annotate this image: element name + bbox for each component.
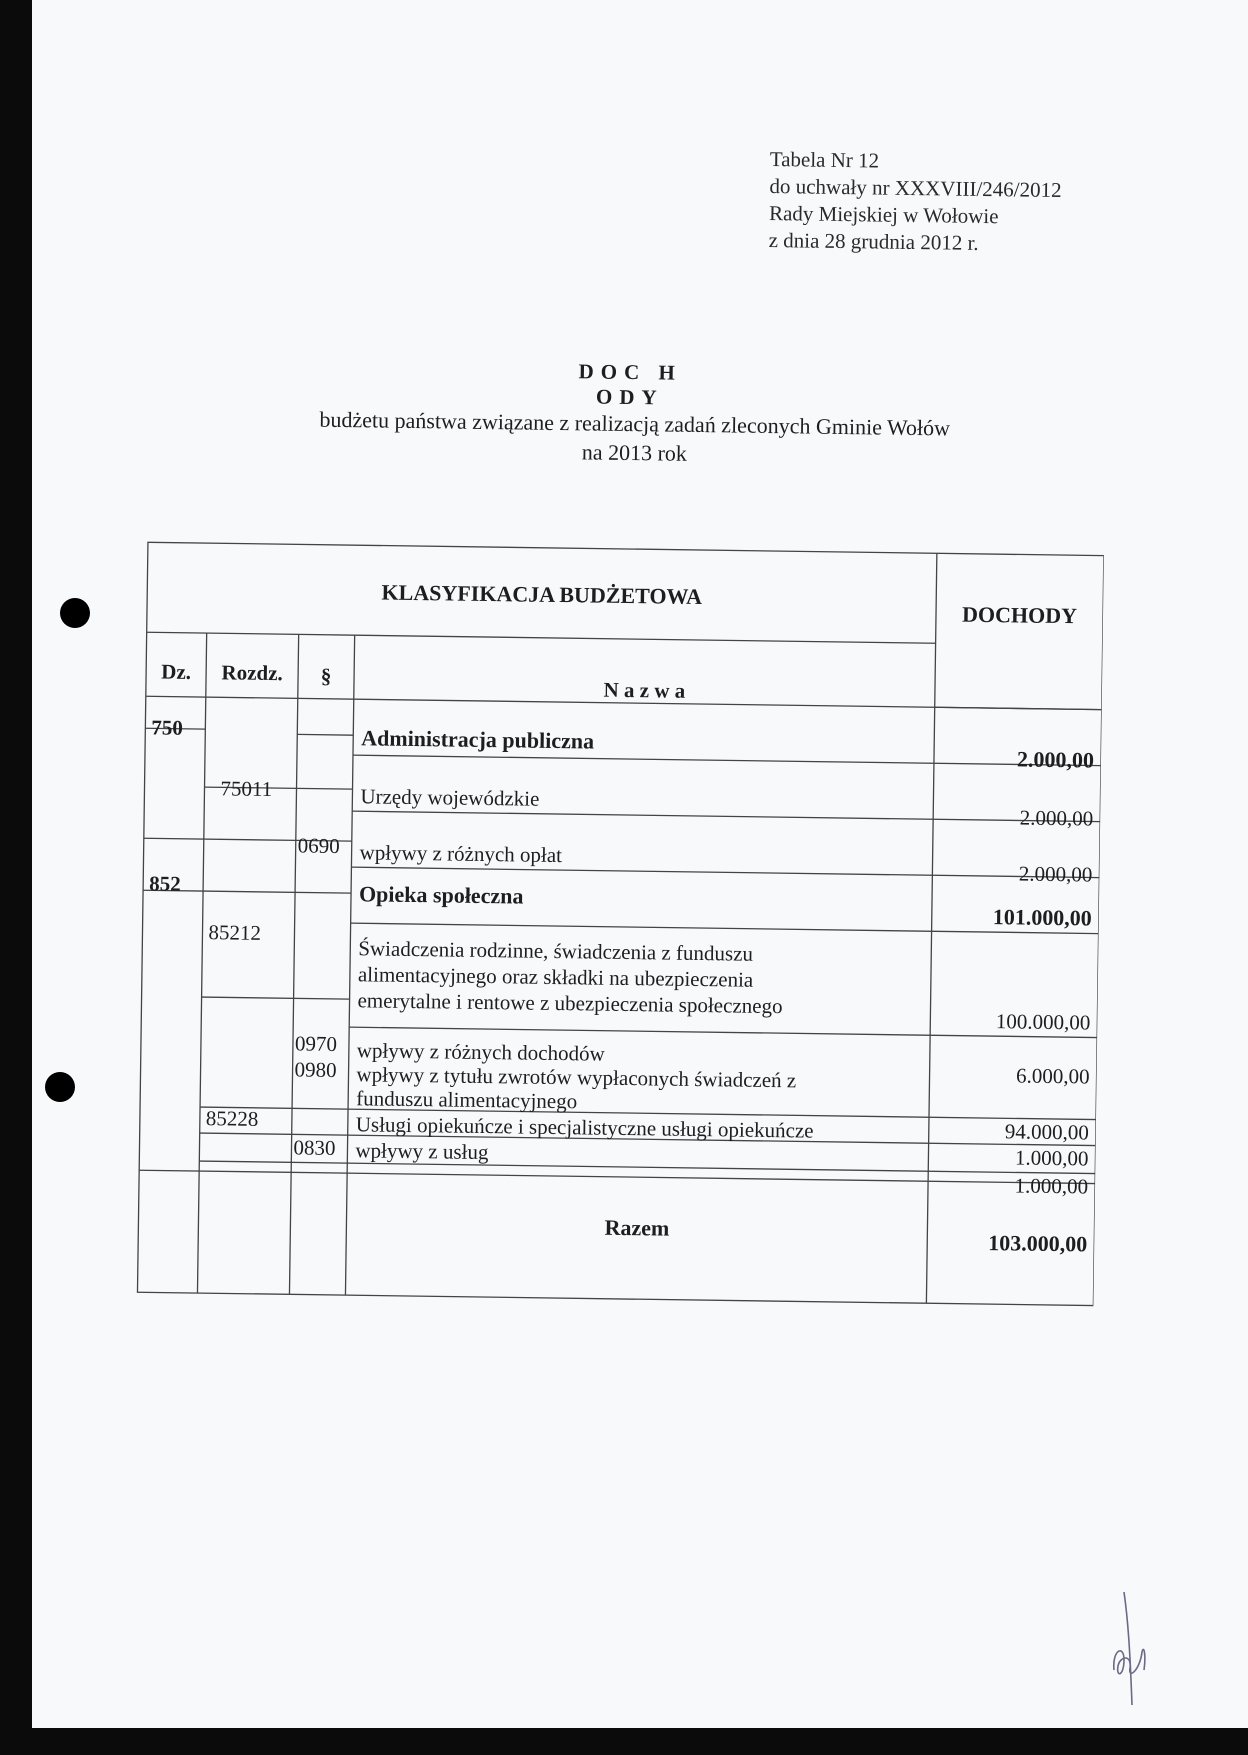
signature-mark (1110, 1590, 1170, 1710)
table-number: Tabela Nr 12 (769, 146, 880, 173)
col-header-paragraph: § (320, 663, 332, 688)
row-0970-par: 0970 (294, 1031, 338, 1056)
total-label: Razem (604, 1214, 670, 1241)
row-0830-name: wpływy z usług (355, 1138, 489, 1165)
row-85212-rozdz: 85212 (208, 920, 262, 945)
income-header: DOCHODY (961, 601, 1078, 629)
budget-table (117, 538, 1104, 1322)
row-0970-name: wpływy z różnych dochodów (356, 1038, 605, 1066)
col-header-rozdz: Rozdz. (221, 660, 283, 686)
row-0980-name-line-2: funduszu alimentacyjnego (356, 1086, 578, 1114)
row-750-value: 2.000,00 (1016, 746, 1095, 773)
row-0980-par: 0980 (294, 1057, 337, 1082)
row-75011-rozdz: 75011 (220, 776, 273, 802)
row-852-name: Opieka społeczna (358, 881, 524, 909)
row-0690-par: 0690 (297, 833, 340, 858)
council-name: Rady Miejskiej w Wołowie (768, 200, 999, 229)
resolution-date: z dnia 28 grudnia 2012 r. (768, 227, 979, 255)
row-852-dz: 852 (149, 871, 181, 896)
row-85212-name-line-2: alimentacyjnego oraz składki na ubezpieczenia (357, 962, 754, 992)
row-85228-name: Usługi opiekuńcze i specjalistyczne usługi opiekuńcze (355, 1112, 814, 1143)
row-85212-name-line-1: Świadczenia rodzinne, świadczenia z funduszu (358, 936, 754, 966)
classification-header: KLASYFIKACJA BUDŻETOWA (381, 579, 703, 610)
col-header-dz: Dz. (161, 659, 192, 684)
punch-hole-bottom (45, 1072, 75, 1102)
resolution-ref: do uchwały nr XXXVIII/246/2012 (769, 173, 1062, 203)
row-75011-name: Urzędy wojewódzkie (360, 784, 540, 811)
row-85228-rozdz: 85228 (205, 1106, 259, 1131)
row-0830-par: 0830 (293, 1135, 336, 1160)
row-0980-name-line-1: wpływy z tytułu zwrotów wypłaconych świadczeń z (356, 1062, 797, 1093)
scan-border-left (0, 0, 32, 1755)
row-750-dz: 750 (151, 715, 184, 740)
row-85212-value: 100.000,00 (995, 1009, 1091, 1035)
subtitle-line-2: na 2013 rok (581, 439, 688, 466)
page-title: DOC H ODY (578, 359, 682, 410)
subtitle-line-1: budżetu państwa związane z realizacją zadań zleconych Gminie Wołów (319, 406, 951, 441)
row-0980-value: 94.000,00 (1004, 1119, 1089, 1145)
row-85212-name-line-3: emerytalne i rentowe z ubezpieczenia społecznego (357, 988, 783, 1019)
row-85228-value: 1.000,00 (1014, 1145, 1089, 1171)
page-subtitle (269, 404, 1000, 472)
row-0690-value: 2.000,00 (1018, 861, 1093, 887)
row-750-name: Administracja publiczna (361, 725, 595, 754)
table-grid (117, 538, 1104, 1322)
scan-border-bottom (0, 1728, 1248, 1755)
total-value: 103.000,00 (988, 1230, 1088, 1257)
row-0970-value: 6.000,00 (1015, 1063, 1090, 1089)
punch-hole-top (60, 598, 90, 628)
col-header-nazwa: N a z w a (603, 677, 686, 703)
row-852-value: 101.000,00 (992, 904, 1092, 931)
row-75011-value: 2.000,00 (1019, 805, 1094, 831)
row-0690-name: wpływy z różnych opłat (359, 840, 563, 868)
row-0830-value: 1.000,00 (1014, 1173, 1089, 1199)
document-header (768, 146, 1109, 259)
